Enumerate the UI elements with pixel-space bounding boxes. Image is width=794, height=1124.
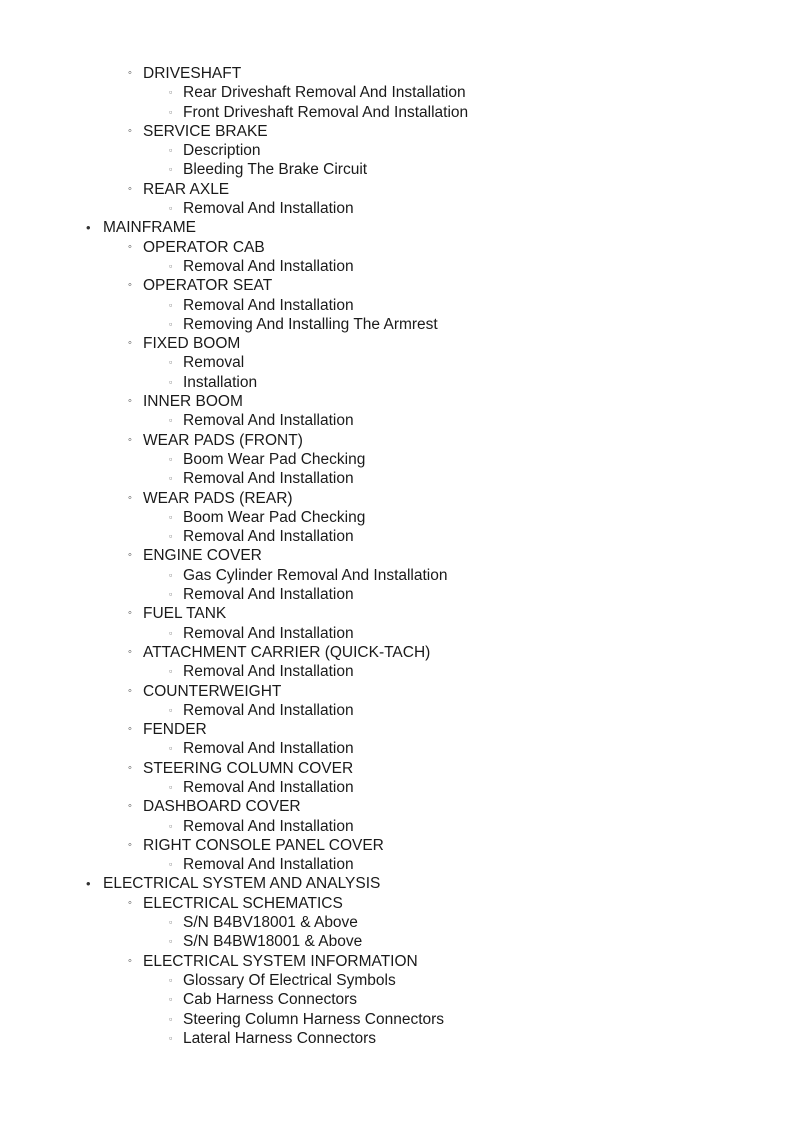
toc-subsection-label: DRIVESHAFT	[143, 65, 242, 82]
bullet-icon: ▫	[169, 936, 173, 947]
bullet-icon: ▫	[169, 917, 173, 928]
bullet-icon: ◦	[128, 124, 132, 137]
toc-entry-item	[0, 817, 794, 836]
toc-section-label: MAINFRAME	[103, 219, 196, 237]
toc-entry-item	[0, 662, 794, 681]
toc-section-label: ELECTRICAL SYSTEM AND ANALYSIS	[103, 875, 381, 893]
bullet-icon: ▫	[169, 974, 173, 985]
bullet-icon: ▫	[169, 743, 173, 754]
bullet-icon: ▫	[169, 627, 173, 638]
toc-entry-item	[0, 855, 794, 874]
toc-entry-item	[0, 566, 794, 585]
toc-entry-item	[0, 990, 794, 1009]
bullet-icon: ▫	[169, 376, 173, 387]
toc-subsection-item	[0, 276, 794, 295]
toc-entry-label: Removal And Installation	[183, 200, 354, 218]
toc-entry-item	[0, 296, 794, 315]
toc-entry-label: Removal And Installation	[183, 412, 354, 430]
bullet-icon: ◦	[128, 240, 132, 253]
bullet-icon: ▫	[169, 820, 173, 831]
toc-entry-label: Gas Cylinder Removal And Installation	[183, 566, 448, 584]
toc-entry-item	[0, 508, 794, 527]
toc-entry-label: Removal And Installation	[183, 778, 354, 796]
toc-entry-label: Glossary Of Electrical Symbols	[183, 971, 396, 989]
toc-subsection-item	[0, 489, 794, 508]
toc-entry-item	[0, 1010, 794, 1029]
toc-subsection-label: SERVICE BRAKE	[143, 122, 268, 140]
toc-entry-item	[0, 701, 794, 720]
toc-subsection-label: WEAR PADS (FRONT)	[143, 431, 303, 449]
bullet-icon: ▫	[169, 1032, 173, 1043]
bullet-icon: ▫	[169, 299, 173, 310]
toc-subsection-item	[0, 894, 794, 913]
toc-subsection-item	[0, 392, 794, 411]
toc-entry-label: Removal And Installation	[183, 740, 354, 758]
toc-section-item	[0, 874, 794, 893]
toc-subsection-label: FENDER	[143, 721, 207, 739]
toc-entry-item	[0, 585, 794, 604]
toc-entry-item	[0, 913, 794, 932]
toc-subsection-item	[0, 720, 794, 739]
bullet-icon: ▫	[169, 994, 173, 1005]
toc-entry-label: Bleeding The Brake Circuit	[183, 161, 368, 179]
toc-entry-item	[0, 373, 794, 392]
bullet-icon: ▫	[169, 106, 173, 117]
toc-subsection-label: FUEL TANK	[143, 605, 227, 623]
bullet-icon: ▫	[169, 704, 173, 715]
bullet-icon: ▫	[169, 145, 173, 156]
toc-subsection-item	[0, 546, 794, 565]
bullet-icon: ▫	[169, 415, 173, 426]
toc-subsection-label: ATTACHMENT CARRIER (QUICK-TACH)	[143, 643, 431, 661]
bullet-icon: ◦	[128, 645, 132, 658]
toc-entry-label: Rear Driveshaft Removal And Installation	[183, 84, 466, 102]
bullet-icon: ▫	[169, 203, 173, 214]
toc-entry-label: Description	[183, 142, 261, 160]
toc-subsection-label: COUNTERWEIGHT	[143, 682, 282, 700]
toc-subsection-label: REAR AXLE	[143, 180, 230, 198]
toc-subsection-label: WEAR PADS (REAR)	[143, 489, 293, 507]
toc-subsection-item	[0, 431, 794, 450]
toc-entry-item	[0, 527, 794, 546]
toc-entry-label: Removing And Installing The Armrest	[183, 315, 438, 333]
toc-subsection-item	[0, 952, 794, 971]
toc-entry-item	[0, 411, 794, 430]
toc-subsection-label: ENGINE COVER	[143, 547, 262, 565]
toc-entry-label: Steering Column Harness Connectors	[183, 1010, 445, 1028]
bullet-icon: ▫	[169, 87, 173, 98]
bullet-icon: ◦	[128, 761, 132, 774]
bullet-icon: ◦	[128, 491, 132, 504]
toc-subsection-label: OPERATOR CAB	[143, 238, 265, 256]
toc-entry-label: Removal And Installation	[183, 470, 354, 488]
toc-entry-item	[0, 1029, 794, 1048]
bullet-icon: ◦	[128, 684, 132, 697]
toc-entry-item	[0, 315, 794, 334]
toc-entry-label: Removal And Installation	[183, 586, 354, 604]
bullet-icon: •	[86, 220, 91, 236]
bullet-icon: ◦	[128, 800, 132, 813]
toc-subsection-item	[0, 238, 794, 257]
toc-entry-label: Removal And Installation	[183, 257, 354, 275]
bullet-icon: ▫	[169, 260, 173, 271]
bullet-icon: ◦	[128, 395, 132, 408]
bullet-icon: ◦	[128, 954, 132, 967]
bullet-icon: ▫	[169, 531, 173, 542]
toc-entry-item	[0, 141, 794, 160]
toc-entry-label: S/N B4BV18001 & Above	[183, 914, 358, 932]
toc-subsection-label: INNER BOOM	[143, 393, 243, 411]
bullet-icon: ▫	[169, 164, 173, 175]
toc-subsection-item	[0, 604, 794, 623]
toc-entry-label: Lateral Harness Connectors	[183, 1029, 376, 1047]
toc-entry-item	[0, 469, 794, 488]
toc-subsection-label: ELECTRICAL SYSTEM INFORMATION	[143, 952, 418, 970]
toc-entry-label: Removal And Installation	[183, 528, 354, 546]
bullet-icon: ▫	[169, 1013, 173, 1024]
toc-entry-label: S/N B4BW18001 & Above	[183, 933, 363, 951]
toc-subsection-item	[0, 122, 794, 141]
toc-entry-label: Removal And Installation	[183, 624, 354, 642]
bullet-icon: ▫	[169, 453, 173, 464]
toc-entry-item	[0, 353, 794, 372]
toc-entry-label: Removal And Installation	[183, 296, 354, 314]
bullet-icon: ◦	[128, 433, 132, 446]
toc-entry-label: Front Driveshaft Removal And Installation	[183, 103, 469, 121]
bullet-icon: ▫	[169, 318, 173, 329]
bullet-icon: ◦	[128, 896, 132, 909]
bullet-icon: ▫	[169, 511, 173, 522]
toc-subsection-item	[0, 797, 794, 816]
toc-subsection-item	[0, 64, 794, 83]
bullet-icon: ▫	[169, 473, 173, 484]
toc-subsection-item	[0, 836, 794, 855]
toc-entry-item	[0, 257, 794, 276]
bullet-icon: ◦	[128, 607, 132, 620]
toc-subsection-label: DASHBOARD COVER	[143, 798, 301, 816]
toc-entry-label: Removal And Installation	[183, 856, 354, 874]
bullet-icon: ▫	[169, 859, 173, 870]
table-of-contents	[0, 64, 794, 1048]
bullet-icon: ▫	[169, 357, 173, 368]
toc-entry-item	[0, 624, 794, 643]
toc-entry-label: Removal And Installation	[183, 817, 354, 835]
bullet-icon: ▫	[169, 666, 173, 677]
toc-subsection-label: STEERING COLUMN COVER	[143, 759, 354, 777]
toc-entry-item	[0, 778, 794, 797]
toc-subsection-item	[0, 682, 794, 701]
toc-subsection-item	[0, 759, 794, 778]
toc-entry-item	[0, 160, 794, 179]
toc-subsection-item	[0, 643, 794, 662]
toc-subsection-label: RIGHT CONSOLE PANEL COVER	[143, 836, 384, 854]
bullet-icon: ◦	[128, 67, 132, 79]
toc-entry-label: Boom Wear Pad Checking	[183, 450, 366, 468]
bullet-icon: ◦	[128, 549, 132, 562]
toc-subsection-item	[0, 334, 794, 353]
toc-subsection-label: FIXED BOOM	[143, 335, 241, 353]
toc-entry-item	[0, 739, 794, 758]
bullet-icon: ◦	[128, 838, 132, 851]
bullet-icon: ◦	[128, 337, 132, 350]
toc-section-item	[0, 218, 794, 237]
bullet-icon: ▫	[169, 781, 173, 792]
toc-entry-label: Removal And Installation	[183, 663, 354, 681]
toc-subsection-item	[0, 180, 794, 199]
bullet-icon: ◦	[128, 182, 132, 195]
bullet-icon: ◦	[128, 723, 132, 736]
toc-entry-item	[0, 83, 794, 102]
bullet-icon: •	[86, 876, 91, 892]
toc-entry-label: Installation	[183, 373, 258, 391]
bullet-icon: ▫	[169, 589, 173, 600]
toc-entry-label: Cab Harness Connectors	[183, 991, 358, 1009]
toc-entry-item	[0, 971, 794, 990]
toc-subsection-label: OPERATOR SEAT	[143, 277, 273, 295]
bullet-icon: ▫	[169, 569, 173, 580]
toc-entry-item	[0, 450, 794, 469]
bullet-icon: ◦	[128, 279, 132, 292]
toc-entry-label: Removal	[183, 354, 245, 372]
toc-entry-item	[0, 199, 794, 218]
toc-subsection-label: ELECTRICAL SCHEMATICS	[143, 894, 343, 912]
toc-entry-label: Removal And Installation	[183, 701, 354, 719]
toc-entry-label: Boom Wear Pad Checking	[183, 508, 366, 526]
toc-entry-item	[0, 932, 794, 951]
toc-entry-item	[0, 103, 794, 122]
